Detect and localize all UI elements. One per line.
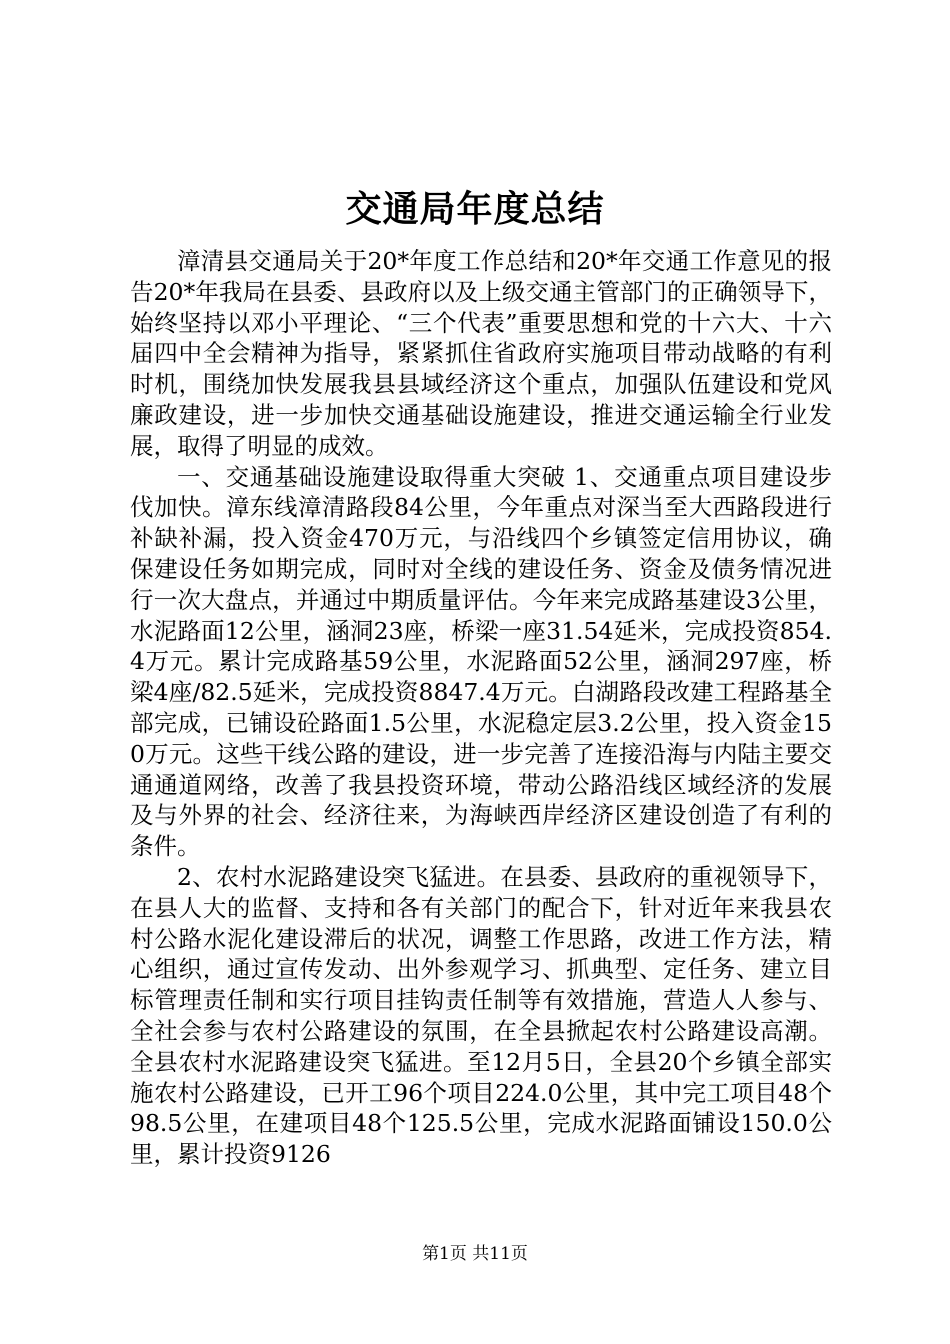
paragraph-intro: 漳清县交通局关于20*年度工作总结和20*年交通工作意见的报告20*年我局在县委、县政府以及上级交通主管部门的正确领导下，始终坚持以邓小平理论、“三个代表”重要思想和党的十六大、十六届四中全会精神为指导，紧紧抓住省政府实施项目带动战略的有利时机，围绕加快发展我县县域经济这个重点，加强队伍建设和党风廉政建设，进一步加快交通基础设施建设，推进交通运输全行业发展，取得了明显的成效。 [130, 247, 832, 460]
paragraph-rural-roads: 2、农村水泥路建设突飞猛进。在县委、县政府的重视领导下，在县人大的监督、支持和各有关部门的配合下，针对近年来我县农村公路水泥化建设滞后的状况，调整工作思路，改进工作方法，精心组织，通过宣传发动、出外参观学习、抓典型、定任务、建立目标管理责任制和实行项目挂钩责任制等有效措施，营造人人参与、全社会参与农村公路建设的氛围，在全县掀起农村公路建设高潮。全县农村水泥路建设突飞猛进。至12月5日，全县20个乡镇全部实施农村公路建设，已开工96个项目224.0公里，其中完工项目48个98.5公里，在建项目48个125.5公里，完成水泥路面铺设150.0公里，累计投资9126 [130, 862, 832, 1169]
page-footer: 第1页 共11页 [422, 1244, 528, 1264]
paragraph-infrastructure: 一、交通基础设施建设取得重大突破 1、交通重点项目建设步伐加快。漳东线漳清路段84公里，今年重点对深当至大西路段进行补缺补漏，投入资金470万元，与沿线四个乡镇签定信用协议，确保建设任务如期完成，同时对全线的建设任务、资金及债务情况进行一次大盘点，并通过中期质量评估。今年来完成路基建设3公里，水泥路面12公里，涵洞23座，桥梁一座31.54延米，完成投资854.4万元。累计完成路基59公里，水泥路面52公里，涵洞297座，桥梁4座/82.5延米，完成投资8847.4万元。白湖路段改建工程路基全部完成，已铺设砼路面1.5公里，水泥稳定层3.2公里，投入资金150万元。这些干线公路的建设，进一步完善了连接沿海与内陆主要交通通道网络，改善了我县投资环境，带动公路沿线区域经济的发展及与外界的社会、经济往来，为海峡西岸经济区建设创造了有利的条件。 [130, 462, 832, 861]
document-title: 交通局年度总结 [345, 188, 605, 230]
document-body [130, 246, 832, 1170]
